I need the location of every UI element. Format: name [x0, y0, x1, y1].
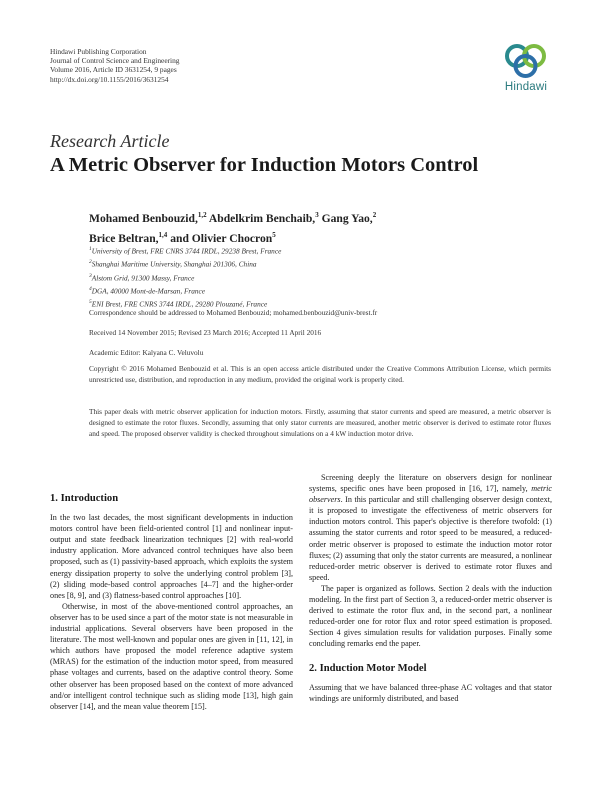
author-affil-ref: 5 [272, 231, 276, 240]
affiliation-number: 5 [89, 299, 92, 306]
author-name: Brice Beltran, [89, 232, 159, 246]
author-name: Abdelkrim Benchaib, [206, 211, 316, 225]
paragraph: The paper is organized as follows. Section 2 deals with the induction modeling. In the first part of Section 3, a reduced-order metric observer is derived to estimate the rotor flux and, in the second part, a nonlinear reduced-order one for rotor flux and rotor speed estimation is proposed. Section 4 gives simulation results for validation purposes. Finally some concluding remarks end the paper. [309, 583, 552, 649]
affiliation-text: ENI Brest, FRE CNRS 3744 IRDL, 29280 Plouzané, France [91, 299, 268, 309]
hindawi-logo-text: Hindawi [504, 81, 548, 93]
article-title: A Metric Observer for Induction Motors Control [50, 154, 479, 176]
paragraph-text: . In this particular and still challenging observer design context, it is proposed to investigate the effectiveness of metric observers for induction motors control. This paper's objective is therefore twofold: (1) assuming the stator currents and rotor speed to be measured, a reduced-order metric observer is proposed to estimate the induction motor rotor fluxes; (2) assuming that only the stator currents are measured, a nonlinear reduced-order metric observer is derived to estimate rotor fluxes and speed. [309, 495, 552, 582]
doi-link[interactable]: http://dx.doi.org/10.1155/2016/3631254 [50, 74, 169, 84]
affiliation-item [89, 257, 281, 270]
author-list [89, 207, 559, 248]
publisher-name: Hindawi Publishing Corporation [50, 47, 147, 56]
author-affil-ref: 1,4 [158, 231, 168, 240]
right-column [309, 472, 552, 704]
left-column [50, 493, 293, 712]
affiliation-item [89, 271, 281, 284]
journal-header [50, 47, 180, 84]
affiliation-number: 3 [89, 272, 92, 279]
affiliation-number: 1 [89, 246, 92, 252]
affiliation-item [89, 284, 281, 297]
paragraph: Otherwise, in most of the above-mentioned control approaches, an observer has to be used since a part of the motor state is not measurable in industrial applications. Several observers have been proposed in the literature. The most well-known and popular ones are given in [11, 12], in which authors have proposed the model reference adaptive system (MRAS) for the estimation of the induction motor speed, from measured phase voltages and currents, based on the adaptive control theory. Some other observer has been proposed based on the context of more advanced and/or intelligent control technique such as sliding mode [13], high gain observer [14], and the mean value theorem [15]. [50, 601, 293, 711]
author-affil-ref: 3 [315, 211, 319, 219]
affiliation-text: Shanghai Maritime University, Shanghai 201306, China [91, 259, 257, 269]
author-name: and Olivier Chocron [167, 232, 273, 246]
paragraph [309, 472, 552, 583]
affiliation-text: Alstom Grid, 91300 Massy, France [91, 273, 195, 283]
academic-editor: Academic Editor: Kalyana C. Veluvolu [89, 348, 204, 357]
article-type: Research Article [50, 131, 170, 151]
section-heading-motor-model: 2. Induction Motor Model [309, 662, 427, 674]
volume-info: Volume 2016, Article ID 3631254, 9 pages [50, 65, 177, 75]
affiliation-list [89, 244, 281, 311]
emphasis-text: metric observers [309, 484, 552, 505]
hindawi-logo [498, 42, 554, 93]
paragraph-text: Screening deeply the literature on observers design for nonlinear systems, specific ones have been proposed in [16, 17], namely, [309, 473, 552, 494]
author-affil-ref: 2 [372, 211, 377, 219]
affiliation-text: University of Brest, FRE CNRS 3744 IRDL, 29238 Brest, France [91, 246, 282, 256]
affiliation-number: 2 [89, 259, 92, 266]
copyright-notice: Copyright © 2016 Mohamed Benbouzid et al. This is an open access article distributed under the Creative Commons Attribution License, which permits unrestricted use, distribution, and reproduction in any medium, provided the original work is properly cited. [89, 364, 551, 384]
section-heading-introduction: 1. Introduction [50, 493, 119, 504]
affiliation-number: 4 [89, 285, 92, 292]
affiliation-item [89, 244, 281, 257]
correspondence: Correspondence should be addressed to Mohamed Benbouzid; mohamed.benbouzid@univ-brest.fr [89, 308, 378, 317]
paragraph: Assuming that we have balanced three-phase AC voltages and that stator windings are uniformly distributed, and based [309, 682, 552, 703]
author-name: Gang Yao, [318, 211, 373, 225]
author-affil-ref: 1,2 [197, 211, 207, 219]
paragraph: In the two last decades, the most significant developments in induction motors control have been field-oriented control [1] and nonlinear input-output and state feedback linearization techniques [2] with real-world industry application. More advanced control techniques have also been proposed, such as (1) passivity-based approach, which exploits the system energy dissipation property to solve the underlying control problem [3], (2) sliding mode-based control approaches [4–7] and the higher-order ones [8, 9], and (3) flatness-based control approaches [10]. [50, 513, 293, 600]
article-dates: Received 14 November 2015; Revised 23 March 2016; Accepted 11 April 2016 [89, 328, 322, 337]
author-name: Mohamed Benbouzid, [89, 211, 198, 225]
abstract: This paper deals with metric observer application for induction motors. Firstly, assuming that stator currents and speed are measured, a metric observer is designed to estimate the rotor fluxes. Secondly, assuming that only stator currents are measured, another metric observer is derived to estimate rotor fluxes and speed. The proposed observer validity is checked throughout simulations on a 4 kW induction motor drive. [89, 407, 551, 438]
journal-name: Journal of Control Science and Engineering [50, 56, 180, 66]
hindawi-rings-icon [501, 42, 551, 80]
affiliation-text: DGA, 40000 Mont-de-Marsan, France [91, 286, 206, 296]
